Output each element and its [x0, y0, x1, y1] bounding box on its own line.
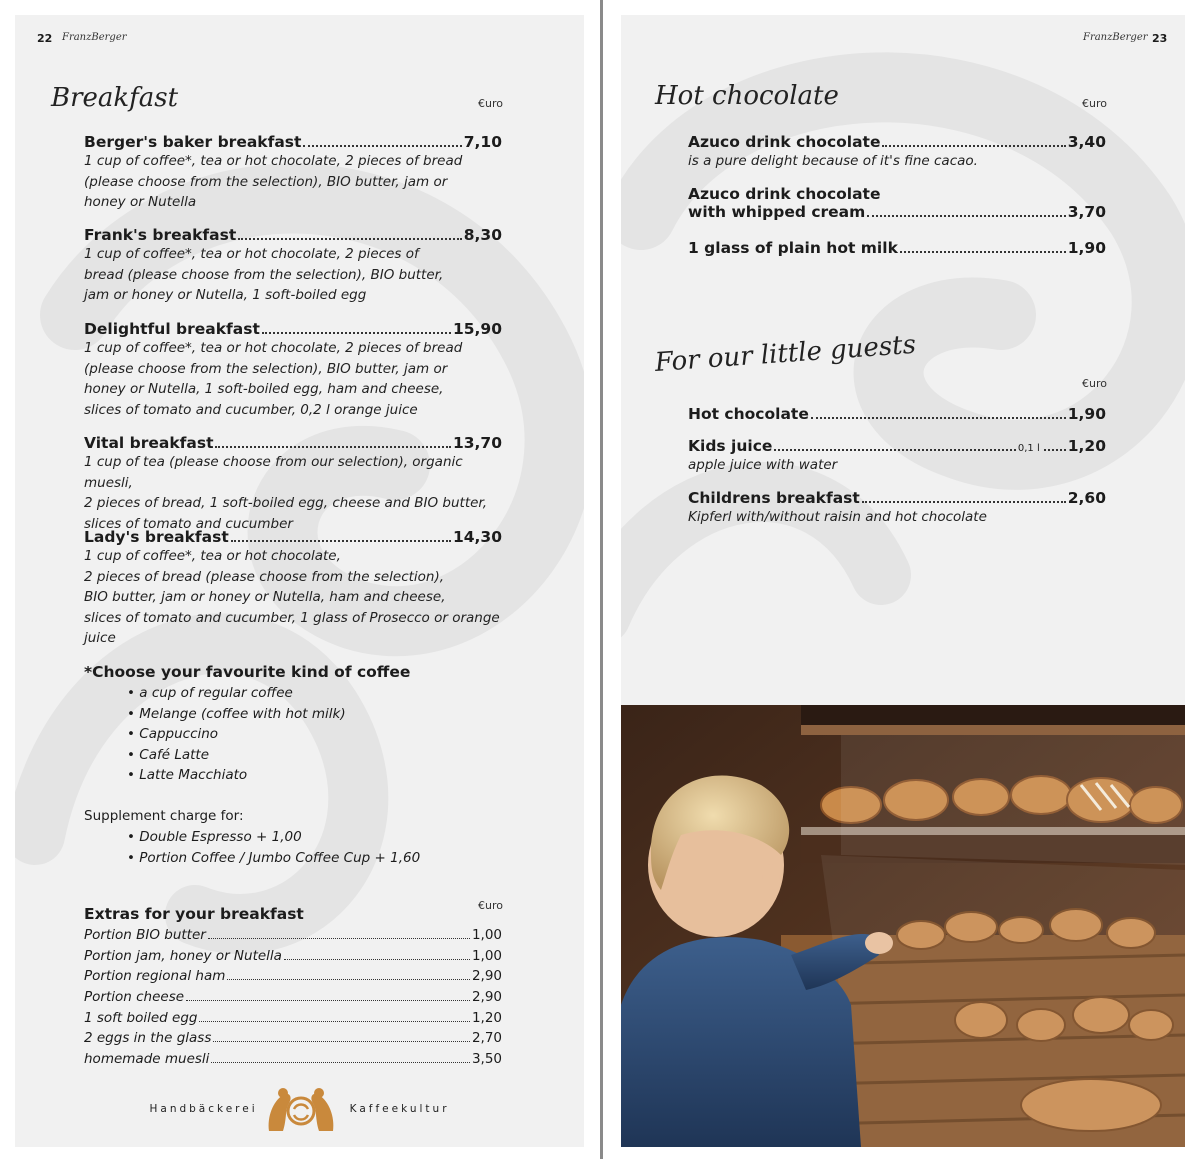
right-page	[621, 15, 1185, 1147]
item-name: 1 soft boiled egg	[84, 1009, 198, 1026]
currency-label: €uro	[1082, 377, 1107, 390]
item-name: homemade muesli	[84, 1051, 210, 1068]
item-description: 1 cup of coffee*, tea or hot chocolate, 2 pieces of bread	[84, 153, 463, 169]
menu-item	[84, 320, 502, 420]
item-price: 2,90	[471, 968, 502, 985]
item-name: Berger's baker breakfast	[84, 133, 302, 151]
item-description: (please choose from the selection), BIO butter, jam or	[84, 360, 448, 377]
item-description: 1 cup of coffee*, tea or hot chocolate, 2 pieces of	[84, 246, 419, 262]
supplement-list	[127, 827, 420, 868]
item-price: 1,90	[1067, 239, 1106, 257]
item-price: 15,90	[452, 320, 502, 338]
item-price: 1,20	[1067, 437, 1106, 455]
item-description: BIO butter, jam or honey or Nutella, ham and cheese,	[84, 589, 446, 606]
footer-tagline-right: Kaffeekultur	[349, 1103, 450, 1115]
item-description: honey or Nutella	[84, 194, 197, 211]
footer-tagline-left: Handbäckerei	[149, 1103, 258, 1115]
coffee-options-list	[127, 683, 346, 786]
list-item: • Latte Macchiato	[127, 765, 346, 786]
item-name: Childrens breakfast	[688, 489, 860, 507]
currency-label: €uro	[478, 97, 503, 110]
currency-label: €uro	[1082, 97, 1107, 110]
item-description: 1 cup of coffee*, tea or hot chocolate,	[84, 548, 341, 564]
menu-item	[688, 185, 1106, 221]
item-description: bread (please choose from the selection), BIO butter,	[84, 266, 444, 283]
left-page	[15, 15, 584, 1147]
item-description: 2 pieces of bread, 1 soft-boiled egg, cheese and BIO butter,	[84, 495, 488, 512]
section-title: Breakfast	[51, 83, 179, 113]
item-name: Frank's breakfast	[84, 226, 237, 244]
item-name: Hot chocolate	[688, 405, 809, 423]
menu-item	[84, 226, 502, 306]
menu-item	[84, 528, 502, 649]
list-item: • Cappuccino	[127, 724, 346, 745]
brand-logo-text: FranzBerger	[62, 32, 127, 43]
item-price: 2,70	[471, 1030, 502, 1047]
item-price: 14,30	[452, 528, 502, 546]
list-item: • Café Latte	[127, 745, 346, 766]
item-name: Azuco drink chocolate	[688, 133, 881, 151]
item-name: Lady's breakfast	[84, 528, 229, 546]
item-price: 1,90	[1067, 405, 1106, 423]
item-name: Azuco drink chocolate	[688, 185, 881, 203]
item-description: 2 pieces of bread (please choose from the selection),	[84, 568, 445, 585]
item-name: 2 eggs in the glass	[84, 1030, 212, 1047]
item-description: slices of tomato and cucumber, 1 glass of Prosecco or orange	[84, 609, 500, 626]
item-description: 1 cup of coffee*, tea or hot chocolate, 2 pieces of bread	[84, 340, 463, 356]
item-quantity: 0,1 l	[1017, 443, 1040, 454]
item-price: 1,00	[471, 927, 502, 943]
item-name: Portion jam, honey or Nutella	[84, 947, 282, 964]
list-item: • Portion Coffee / Jumbo Coffee Cup + 1,60	[127, 848, 420, 869]
menu-item	[688, 239, 1106, 257]
list-item	[84, 1010, 502, 1031]
item-price: 3,70	[1067, 203, 1106, 221]
brand-logo-text: FranzBerger	[1083, 32, 1148, 43]
item-price: 1,00	[471, 947, 502, 964]
supplement-label: Supplement charge for:	[84, 808, 244, 824]
item-name: Kids juice	[688, 437, 773, 455]
item-name: Portion regional ham	[84, 968, 226, 985]
list-item	[84, 1030, 502, 1051]
list-item	[84, 1051, 502, 1072]
item-description: slices of tomato and cucumber	[84, 515, 293, 532]
item-description: apple juice with water	[688, 457, 838, 473]
list-item: • Melange (coffee with hot milk)	[127, 704, 346, 725]
item-description: 1 cup of tea (please choose from our selection), organic muesli,	[84, 454, 463, 491]
menu-item	[688, 489, 1106, 528]
book-spine	[600, 0, 603, 1159]
item-price: 3,40	[1067, 133, 1106, 151]
extras-title: Extras for your breakfast	[84, 905, 304, 923]
coffee-choice-title: *Choose your favourite kind of coffee	[84, 663, 411, 681]
item-price: 8,30	[463, 226, 502, 244]
menu-item	[84, 133, 502, 213]
item-description: jam or honey or Nutella, 1 soft-boiled egg	[84, 287, 367, 304]
page-number: 22	[37, 32, 53, 45]
footer-tagline	[15, 1103, 584, 1115]
list-item	[84, 948, 502, 969]
item-name: with whipped cream	[688, 203, 866, 221]
list-item: • Double Espresso + 1,00	[127, 827, 420, 848]
item-description: slices of tomato and cucumber, 0,2 l orange juice	[84, 401, 418, 418]
item-price: 7,10	[463, 133, 502, 151]
bakery-child-photo	[621, 705, 1185, 1147]
item-description: (please choose from the selection), BIO butter, jam or	[84, 173, 448, 190]
list-item: • a cup of regular coffee	[127, 683, 346, 704]
page-number: 23	[1152, 32, 1168, 45]
currency-label: €uro	[478, 899, 503, 912]
list-item	[84, 968, 502, 989]
item-description: juice	[84, 630, 116, 647]
item-price: 2,90	[471, 989, 502, 1006]
item-price: 1,20	[471, 1009, 502, 1026]
menu-item	[84, 434, 502, 534]
item-name: Vital breakfast	[84, 434, 214, 452]
item-description: honey or Nutella, 1 soft-boiled egg, ham and cheese,	[84, 381, 444, 398]
bakery-scene-illustration	[621, 705, 1185, 1147]
list-item	[84, 927, 502, 948]
item-price: 2,60	[1067, 489, 1106, 507]
extras-list	[84, 927, 502, 1072]
item-price: 3,50	[471, 1051, 502, 1068]
item-name: 1 glass of plain hot milk	[688, 239, 898, 257]
menu-item	[688, 133, 1106, 172]
item-name: Delightful breakfast	[84, 320, 260, 338]
item-name: Portion BIO butter	[84, 927, 206, 943]
section-title: For our little guests	[653, 329, 917, 378]
page-footer	[15, 1083, 584, 1135]
item-price: 13,70	[452, 434, 502, 452]
section-title: Hot chocolate	[655, 81, 839, 111]
menu-item	[688, 437, 1106, 476]
item-name: Portion cheese	[84, 989, 185, 1006]
item-description: is a pure delight because of it's fine cacao.	[688, 153, 978, 169]
list-item	[84, 989, 502, 1010]
item-description: Kipferl with/without raisin and hot chocolate	[688, 509, 987, 525]
menu-item	[688, 405, 1106, 423]
